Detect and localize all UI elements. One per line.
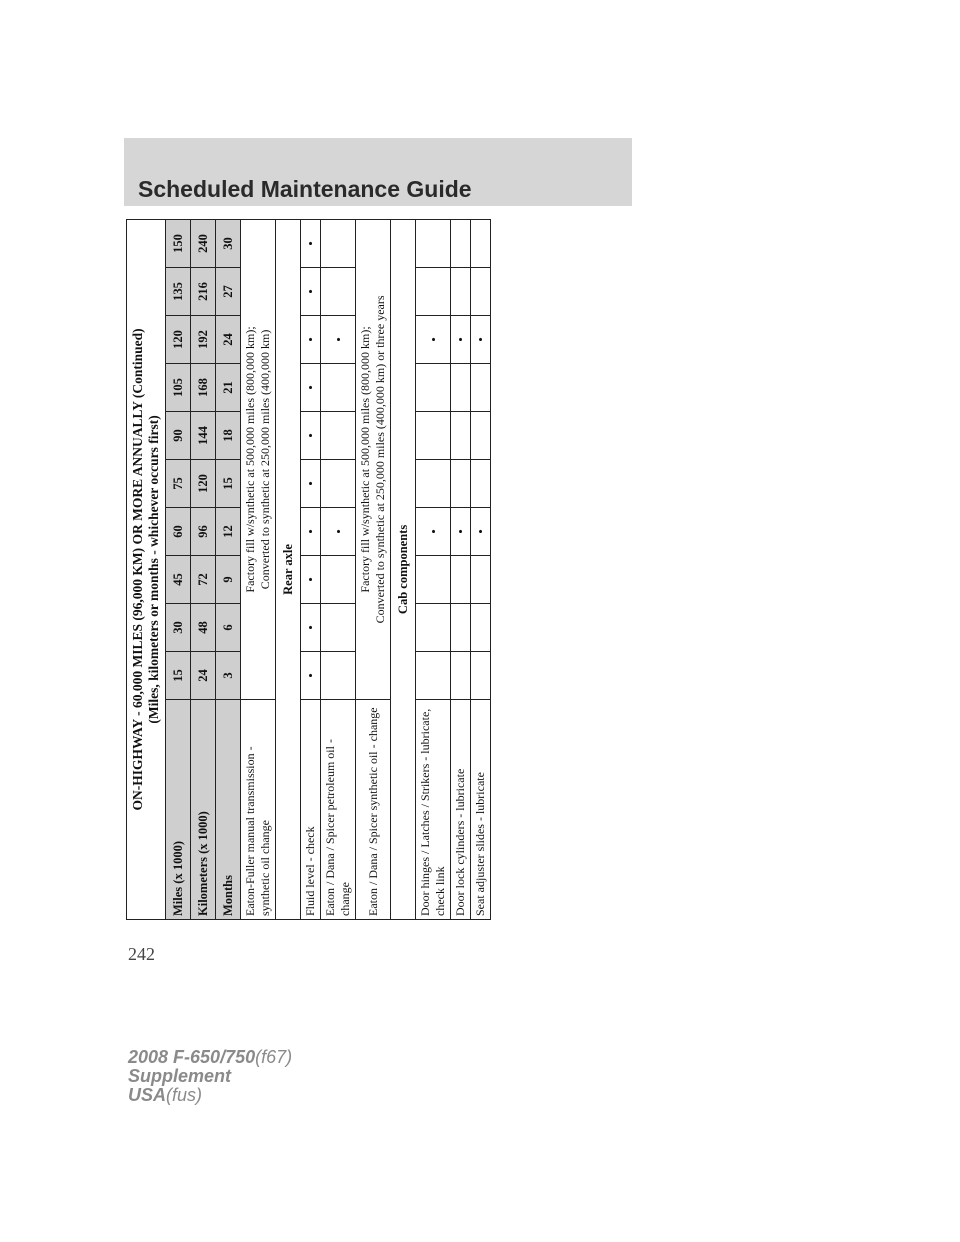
section-row-cab-components [391,219,416,919]
table-title [127,219,166,919]
header-value: 240 [191,219,216,267]
interval-mark: • [301,268,321,316]
row-door-hinges [416,219,451,919]
header-value: 24 [191,652,216,700]
interval-mark [416,652,451,700]
footer-line-supplement: Supplement [128,1066,232,1086]
row-label: Seat adjuster slides - lubricate [471,700,491,920]
interval-mark [416,268,451,316]
header-value: 21 [216,364,241,412]
document-footer [128,1048,292,1105]
footer-market: USA [128,1085,167,1105]
row-note [241,219,276,699]
note-line: Factory fill w/synthetic at 500,000 miles (800,000 km); [358,326,372,593]
interval-mark [451,364,471,412]
interval-mark [471,268,491,316]
header-value: 90 [166,412,191,460]
interval-mark: • [301,556,321,604]
row-label: Eaton / Dana / Spicer petroleum oil - change [321,700,356,920]
header-value: 30 [216,219,241,267]
header-row-kilometers [191,219,216,919]
note-line: Converted to synthetic at 250,000 miles (400,000 km) or three years [373,295,387,624]
header-value: 15 [166,652,191,700]
page-header-title: Scheduled Maintenance Guide [138,176,472,202]
table-title-row [127,219,166,919]
interval-mark [416,364,451,412]
row-fluid-level [301,219,321,919]
row-label: Door hinges / Latches / Strikers - lubricate, check link [416,700,451,920]
maintenance-table-rotated [126,220,488,920]
interval-mark [416,412,451,460]
interval-mark [471,460,491,508]
header-value: 9 [216,556,241,604]
interval-mark: • [301,412,321,460]
header-value: 48 [191,604,216,652]
header-value: 12 [216,508,241,556]
row-door-lock [451,219,471,919]
header-value: 216 [191,268,216,316]
header-value: 192 [191,316,216,364]
interval-mark [321,652,356,700]
header-value: 27 [216,268,241,316]
interval-mark [451,556,471,604]
header-label: Months [216,700,241,920]
interval-mark: • [416,508,451,556]
interval-mark [451,460,471,508]
interval-mark [321,268,356,316]
footer-line-model [128,1048,292,1067]
interval-mark [321,460,356,508]
interval-mark [471,604,491,652]
interval-mark [471,556,491,604]
header-value: 96 [191,508,216,556]
interval-mark [471,219,491,267]
header-row-months [216,219,241,919]
note-line: Factory fill w/synthetic at 500,000 miles (800,000 km); [243,326,257,593]
interval-mark [416,604,451,652]
footer-market-code: (fus) [166,1085,203,1105]
row-petroleum-oil [321,219,356,919]
section-heading: Cab components [391,219,416,919]
row-label: Eaton / Dana / Spicer synthetic oil - change [356,700,391,920]
row-seat-adjuster [471,219,491,919]
interval-mark [321,556,356,604]
interval-mark [321,364,356,412]
row-eaton-fuller [241,219,276,919]
header-value: 168 [191,364,216,412]
header-value: 120 [166,316,191,364]
footer-line-market [128,1086,292,1105]
interval-mark [451,652,471,700]
note-line: Converted to synthetic at 250,000 miles (400,000 km) [258,329,272,590]
header-value: 18 [216,412,241,460]
interval-mark: • [301,508,321,556]
interval-mark [451,604,471,652]
interval-mark [471,652,491,700]
table-title-line1: ON-HIGHWAY - 60,000 MILES (96,000 KM) OR MORE ANNUALLY (Continued) [130,328,145,811]
row-label: Eaton-Fuller manual transmission - synthetic oil change [241,700,276,920]
interval-mark: • [301,652,321,700]
interval-mark: • [451,508,471,556]
interval-mark [471,364,491,412]
header-value: 60 [166,508,191,556]
interval-mark [451,219,471,267]
interval-mark [321,219,356,267]
interval-mark: • [451,316,471,364]
header-value: 75 [166,460,191,508]
footer-model: 2008 F-650/750 [128,1047,256,1067]
header-value: 72 [191,556,216,604]
interval-mark: • [321,508,356,556]
interval-mark [321,412,356,460]
interval-mark: • [301,604,321,652]
header-row-miles [166,219,191,919]
interval-mark [416,460,451,508]
page-number: 242 [128,944,155,964]
section-row-rear-axle [276,219,301,919]
interval-mark: • [301,219,321,267]
interval-mark [451,268,471,316]
row-synthetic-oil [356,219,391,919]
header-label: Kilometers (x 1000) [191,700,216,920]
header-label: Miles (x 1000) [166,700,191,920]
interval-mark [416,219,451,267]
header-value: 30 [166,604,191,652]
maintenance-table [126,219,491,920]
table-title-line2: (Miles, kilometers or months - whichever occurs first) [146,415,161,724]
interval-mark: • [416,316,451,364]
header-value: 120 [191,460,216,508]
interval-mark: • [321,316,356,364]
row-note [356,219,391,699]
interval-mark: • [471,508,491,556]
header-value: 135 [166,268,191,316]
row-label: Door lock cylinders - lubricate [451,700,471,920]
header-value: 144 [191,412,216,460]
section-heading: Rear axle [276,219,301,919]
header-value: 24 [216,316,241,364]
interval-mark: • [301,316,321,364]
header-value: 15 [216,460,241,508]
header-value: 3 [216,652,241,700]
header-value: 45 [166,556,191,604]
interval-mark [451,412,471,460]
header-value: 6 [216,604,241,652]
interval-mark [416,556,451,604]
header-value: 150 [166,219,191,267]
interval-mark: • [471,316,491,364]
interval-mark [321,604,356,652]
interval-mark [471,412,491,460]
row-label: Fluid level - check [301,700,321,920]
header-value: 105 [166,364,191,412]
interval-mark: • [301,460,321,508]
interval-mark: • [301,364,321,412]
footer-model-code: (f67) [255,1047,293,1067]
